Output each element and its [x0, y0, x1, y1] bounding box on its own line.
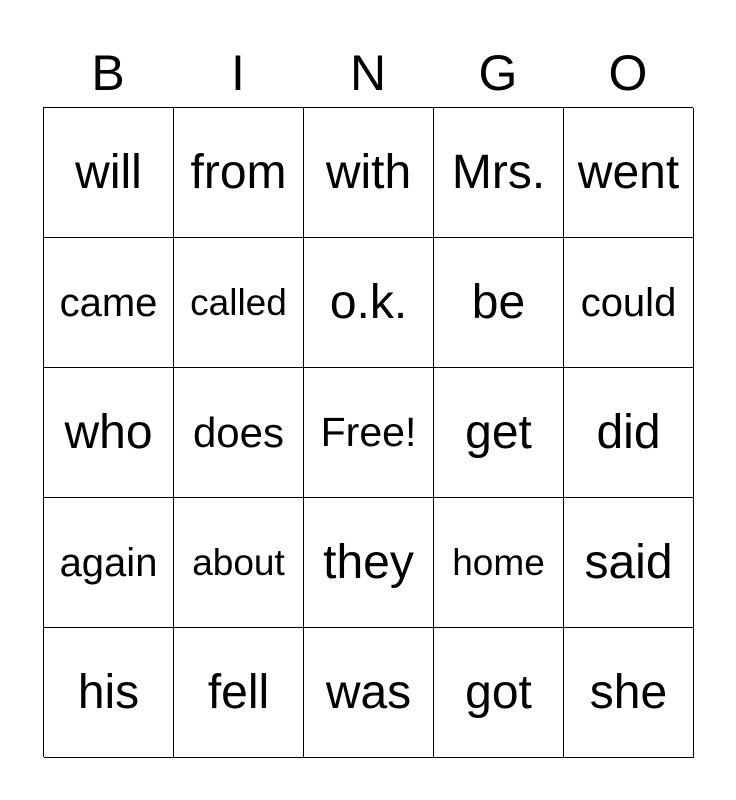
bingo-cell: was [304, 628, 434, 758]
bingo-cell: his [44, 628, 174, 758]
bingo-cell: she [564, 628, 694, 758]
bingo-cell: went [564, 108, 694, 238]
header-letter-g: G [478, 45, 518, 101]
bingo-cell: fell [174, 628, 304, 758]
bingo-cell: o.k. [304, 238, 434, 368]
header-letter-b: B [91, 45, 125, 101]
header-letter-i: I [231, 45, 245, 101]
bingo-cell: could [564, 238, 694, 368]
bingo-cell: they [304, 498, 434, 628]
bingo-cell: from [174, 108, 304, 238]
bingo-cell: with [304, 108, 434, 238]
bingo-cell: got [434, 628, 564, 758]
bingo-board [43, 107, 693, 757]
bingo-cell: home [434, 498, 564, 628]
bingo-cell: Mrs. [434, 108, 564, 238]
bingo-cell: who [44, 368, 174, 498]
bingo-cell: about [174, 498, 304, 628]
bingo-cell: will [44, 108, 174, 238]
bingo-header [43, 40, 693, 106]
bingo-cell: said [564, 498, 694, 628]
free-space-cell: Free! [304, 368, 434, 498]
header-letter-o: O [608, 45, 648, 101]
bingo-cell: again [44, 498, 174, 628]
bingo-cell: does [174, 368, 304, 498]
bingo-cell: came [44, 238, 174, 368]
bingo-cell: did [564, 368, 694, 498]
bingo-cell: be [434, 238, 564, 368]
bingo-cell: get [434, 368, 564, 498]
bingo-cell: called [174, 238, 304, 368]
header-letter-n: N [349, 45, 387, 101]
